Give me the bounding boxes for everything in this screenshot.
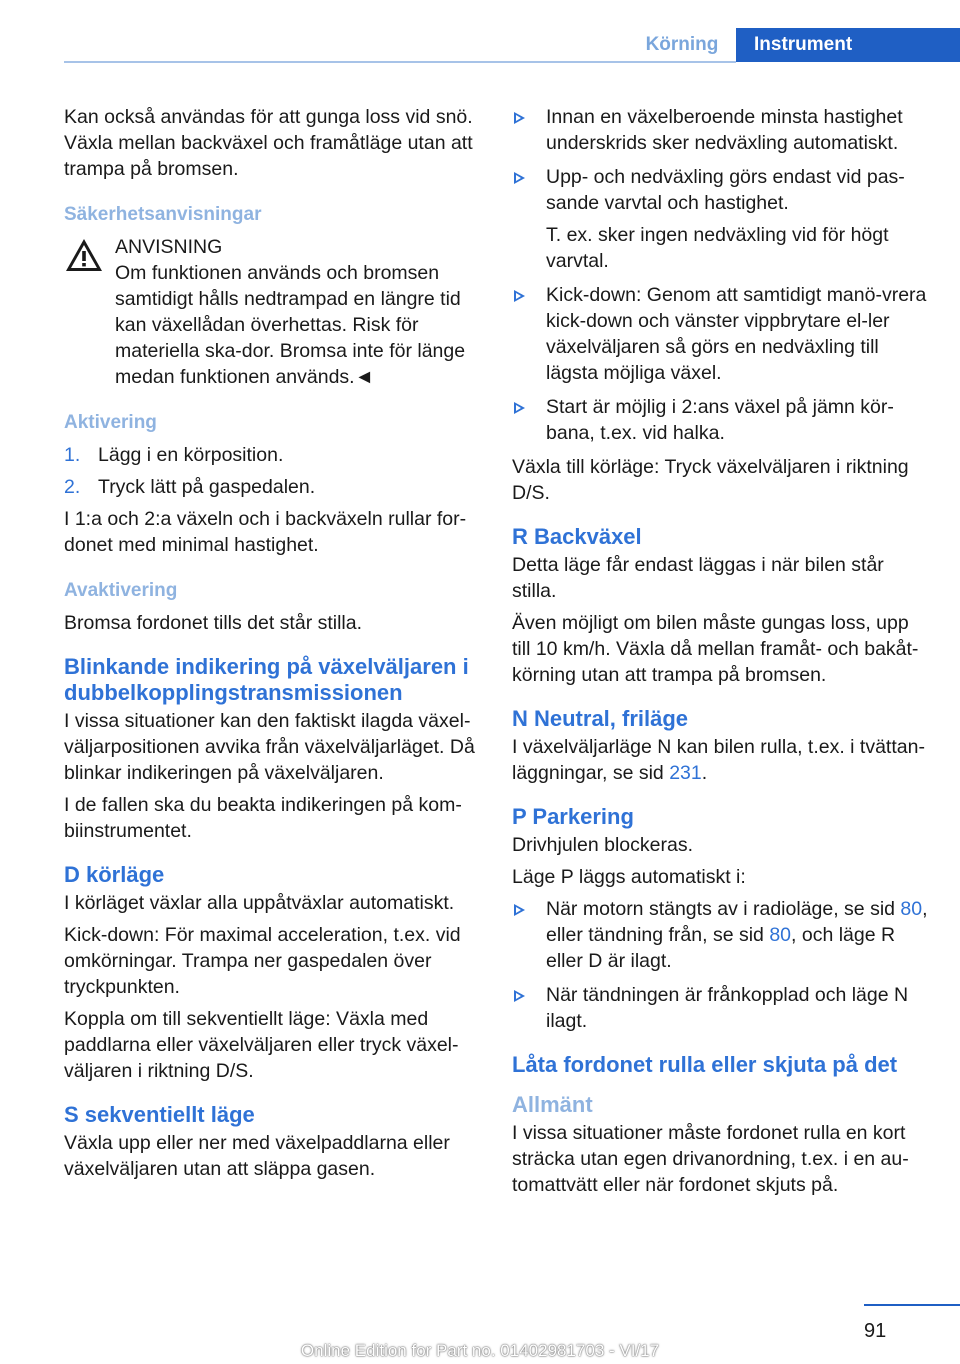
right-column: [512, 104, 928, 1204]
list-item: Upp- och nedväxling görs endast vid pas‐sande varvtal och hastighet. T. ex. sker ingen nedväxling vid för högt varvtal.: [512, 164, 928, 274]
warning-triangle-icon: [64, 237, 104, 273]
end-mark: ◄: [354, 366, 374, 388]
deactivation-paragraph: Bromsa fordonet tills det står stilla.: [64, 612, 363, 634]
intro-paragraph: Kan också användas för att gunga loss vid snö. Växla mellan backväxel och framåtläge utan att trampa på bromsen.: [64, 106, 473, 180]
left-column: [64, 104, 480, 1188]
list-item: 2. Tryck lätt på gaspedalen.: [64, 476, 316, 498]
r-paragraph-1: Detta läge får endast läggas i när bilen står stilla.: [512, 554, 884, 602]
list-item: Start är möjlig i 2:ans växel på jämn kör‐bana, t.ex. vid halka.: [512, 394, 928, 446]
parking-bullets: [512, 896, 928, 1034]
r-paragraph-2: Även möjligt om bilen måste gungas loss, upp till 10 km/h. Växla då mellan framåt- och bakåt‐körning utan att trampa på bromsen.: [512, 612, 919, 686]
deactivation-heading: Avaktivering: [64, 580, 178, 601]
list-item: Kick-down: Genom att samtidigt manö‐vrera kick-down och vänster vippbrytare el‐ler växelväljaren så görs en nedväxling till lägsta möjliga växel.: [512, 282, 928, 386]
activation-heading: Aktivering: [64, 412, 157, 433]
n-mode-heading: N Neutral, friläge: [512, 706, 689, 731]
header-tabs: [628, 28, 960, 62]
general-heading: Allmänt: [512, 1092, 593, 1117]
p-paragraph-1: Drivhjulen blockeras.: [512, 834, 693, 856]
page-link-80[interactable]: 80: [900, 898, 923, 920]
header-rule: [64, 61, 736, 63]
p-mode-heading: P Parkering: [512, 804, 634, 829]
general-paragraph: I vissa situationer måste fordonet rulla en kort sträcka utan egen drivanordning, t.ex. i en au‐tomattvätt eller när fordonet skjuts på.: [512, 1122, 909, 1196]
warning-title: ANVISNING: [115, 236, 223, 258]
s-mode-heading: S sekventiellt läge: [64, 1102, 255, 1127]
page-number: 91: [864, 1320, 887, 1342]
d-paragraph-3: Koppla om till sekventiellt läge: Växla med paddlarna eller växelväljaren eller tryck växel‐väljaren i riktning D/S.: [64, 1008, 459, 1082]
shift-bullets: [512, 104, 928, 446]
s-paragraph-1: Växla upp eller ner med växelpaddlarna eller växelväljaren utan att släppa gasen.: [64, 1132, 450, 1180]
page-link-80-second[interactable]: 80: [769, 924, 792, 946]
n-paragraph: I växelväljarläge N kan bilen rulla, t.ex. i tvättan‐läggningar, se sid 231.: [512, 736, 925, 784]
page-link-231[interactable]: 231: [669, 762, 702, 784]
activation-steps: [64, 442, 480, 500]
r-mode-heading: R Backväxel: [512, 524, 642, 549]
blink-paragraph-1: I vissa situationer kan den faktiskt ilagda växel‐väljarpositionen avvika från växelväljarläget. Då blinkar indikeringen på växelväljaren.: [64, 710, 475, 784]
warning-block: [64, 234, 480, 390]
section-tab[interactable]: Körning: [645, 34, 719, 55]
safety-heading: Säkerhetsanvisningar: [64, 204, 262, 225]
blink-heading: Blinkande indikering på växelväljaren i dubbelkopplingstransmissionen: [64, 654, 469, 705]
edition-footer: Online Edition for Part no. 01402981703 - VI/17: [300, 1341, 660, 1360]
chapter-tab[interactable]: Instrument: [736, 28, 960, 62]
list-item: När tändningen är frånkopplad och läge N ilagt.: [512, 982, 928, 1034]
d-mode-heading: D körläge: [64, 862, 165, 887]
list-item: 1. Lägg i en körposition.: [64, 444, 284, 466]
activation-paragraph: I 1:a och 2:a växeln och i backväxeln rullar for‐donet med minimal hastighet.: [64, 508, 467, 556]
p-paragraph-2: Läge P läggs automatiskt i:: [512, 866, 746, 888]
blink-paragraph-2: I de fallen ska du beakta indikeringen på kom‐biinstrumentet.: [64, 794, 462, 842]
d-paragraph-1: I körläget växlar alla uppåtväxlar automatiskt.: [64, 892, 455, 914]
switch-paragraph: Växla till körläge: Tryck växelväljaren i riktning D/S.: [512, 456, 909, 504]
list-item: Innan en växelberoende minsta hastighet underskrids sker nedväxling automatiskt.: [512, 104, 928, 156]
d-paragraph-2: Kick-down: För maximal acceleration, t.ex. vid omkörningar. Trampa ner gaspedalen över tryckpunkten.: [64, 924, 461, 998]
footer-rule: [864, 1304, 960, 1306]
list-item: När motorn stängts av i radioläge, se sid 80, eller tändning från, se sid 80, och läge R eller D är ilagt.: [512, 896, 928, 974]
warning-body: Om funktionen används och bromsen samtidigt hålls nedtrampad en längre tid kan växellådan överhettas. Risk för materiella ska‐dor. Bromsa inte för länge medan funktionen används.◄: [115, 262, 466, 388]
roll-heading: Låta fordonet rulla eller skjuta på det: [512, 1052, 898, 1077]
